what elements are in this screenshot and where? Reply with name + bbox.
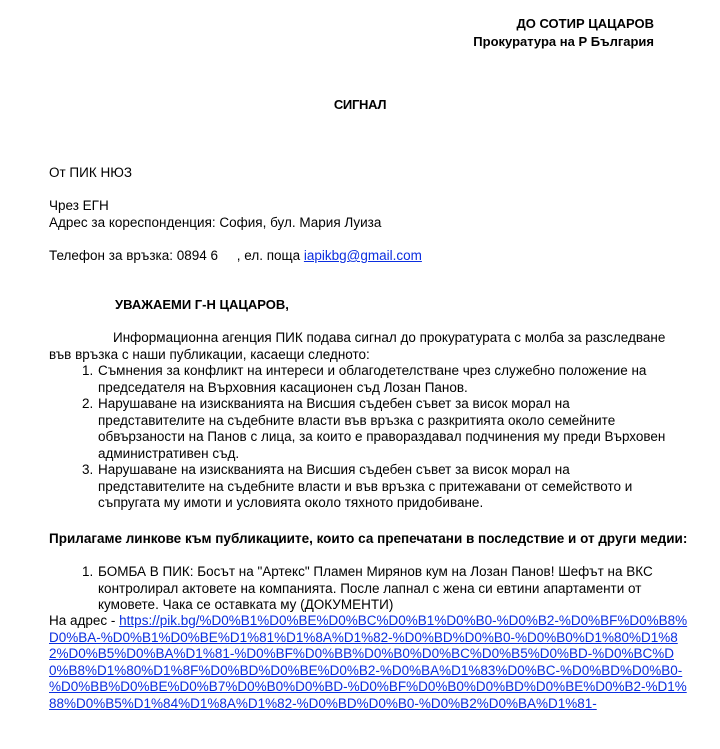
document-title: СИГНАЛ xyxy=(333,97,387,112)
intro-paragraph: Информационна агенция ПИК подава сигнал до прокуратурата с молба за разследване във връзка с наши публикации, касаещи следното: xyxy=(49,330,666,362)
list-item: 3. Нарушаване на изискванията на Висшия съдебен съвет за висок морал на представителите на съдебните власти и във връзка с притежавани от семейството и съпругата му имоти и условията около тяхното придобиване. xyxy=(97,462,679,512)
list-item: 1. БОМБА В ПИК: Босът на "Артекс" Пламен Мирянов кум на Лозан Панов! Шефът на ВКС контролирал актовете на компанията. После лапнал с жена си евтини апартаменти от кумовете. Чака се оставката му (ДОКУМЕНТИ) xyxy=(97,564,679,614)
recipient-name: ДО СОТИР ЦАЦАРОВ xyxy=(516,16,654,31)
sender-via: Чрез ЕГН xyxy=(49,198,109,213)
signal-body xyxy=(49,330,679,512)
recipient-office: Прокуратура на Р България xyxy=(473,34,654,49)
sender-address: Адрес за кореспонденция: София, бул. Мария Луиза xyxy=(49,215,382,230)
publications-list xyxy=(49,564,679,614)
list-item: 2. Нарушаване на изискванията на Висшия съдебен съвет за висок морал на представителите на съдебните власти във връзка с разкритията около семейните обвързаности на Панов с лица, за които е правораздавал подчинения му преди Върховен административен съд. xyxy=(97,396,679,462)
salutation: УВАЖАЕМИ Г-Н ЦАЦАРОВ, xyxy=(115,297,289,312)
attachments-heading: Прилагаме линкове към публикациите, които са препечатани в последствие и от други медии: xyxy=(49,531,688,546)
list-item: 1. Съмнения за конфликт на интереси и облагодетелстване чрез служебно положение на председателя на Върховния касационен съд Лозан Панов. xyxy=(97,363,679,396)
email-link[interactable]: iapikbg@gmail.com xyxy=(303,248,422,263)
points-list xyxy=(49,363,679,512)
sender-from: От ПИК НЮЗ xyxy=(49,165,132,180)
address-label: На адрес - xyxy=(49,613,120,628)
phone-line: Телефон за връзка: 0894 6 , ел. поща xyxy=(49,248,304,263)
recipient-block xyxy=(473,15,654,51)
url-block xyxy=(49,613,689,713)
sender-contact xyxy=(49,248,422,263)
publication-link[interactable]: https://pik.bg/%D0%B1%D0%BE%D0%BC%D0%B1%D0%B0-%D0%B2-%D0%BF%D0%B8%D0%BA-%D0%B1%D0%BE%D1%81%D1%8A%D1%82-%D0%BD%D0%B0-%D0%B0%D1%80%D1%82%D0%B5%D0%BA%D1%81-%D0%BF%D0%BB%D0%B0%D0%BC%D0%B5%D0%BD-%D0%BC%D0%B8%D1%80%D1%8F%D0%BD%D0%BE%D0%B2-%D0%BA%D1%83%D0%BC-%D0%BD%D0%B0-%D0%BB%D0%BE%D0%B7%D0%B0%D0%BD-%D0%BF%D0%B0%D0%BD%D0%BE%D0%B2-%D1%88%D0%B5%D1%84%D1%8A%D1%82-%D0%BD%D0%B0-%D0%B2%D0%BA%D1%81- xyxy=(49,613,688,711)
